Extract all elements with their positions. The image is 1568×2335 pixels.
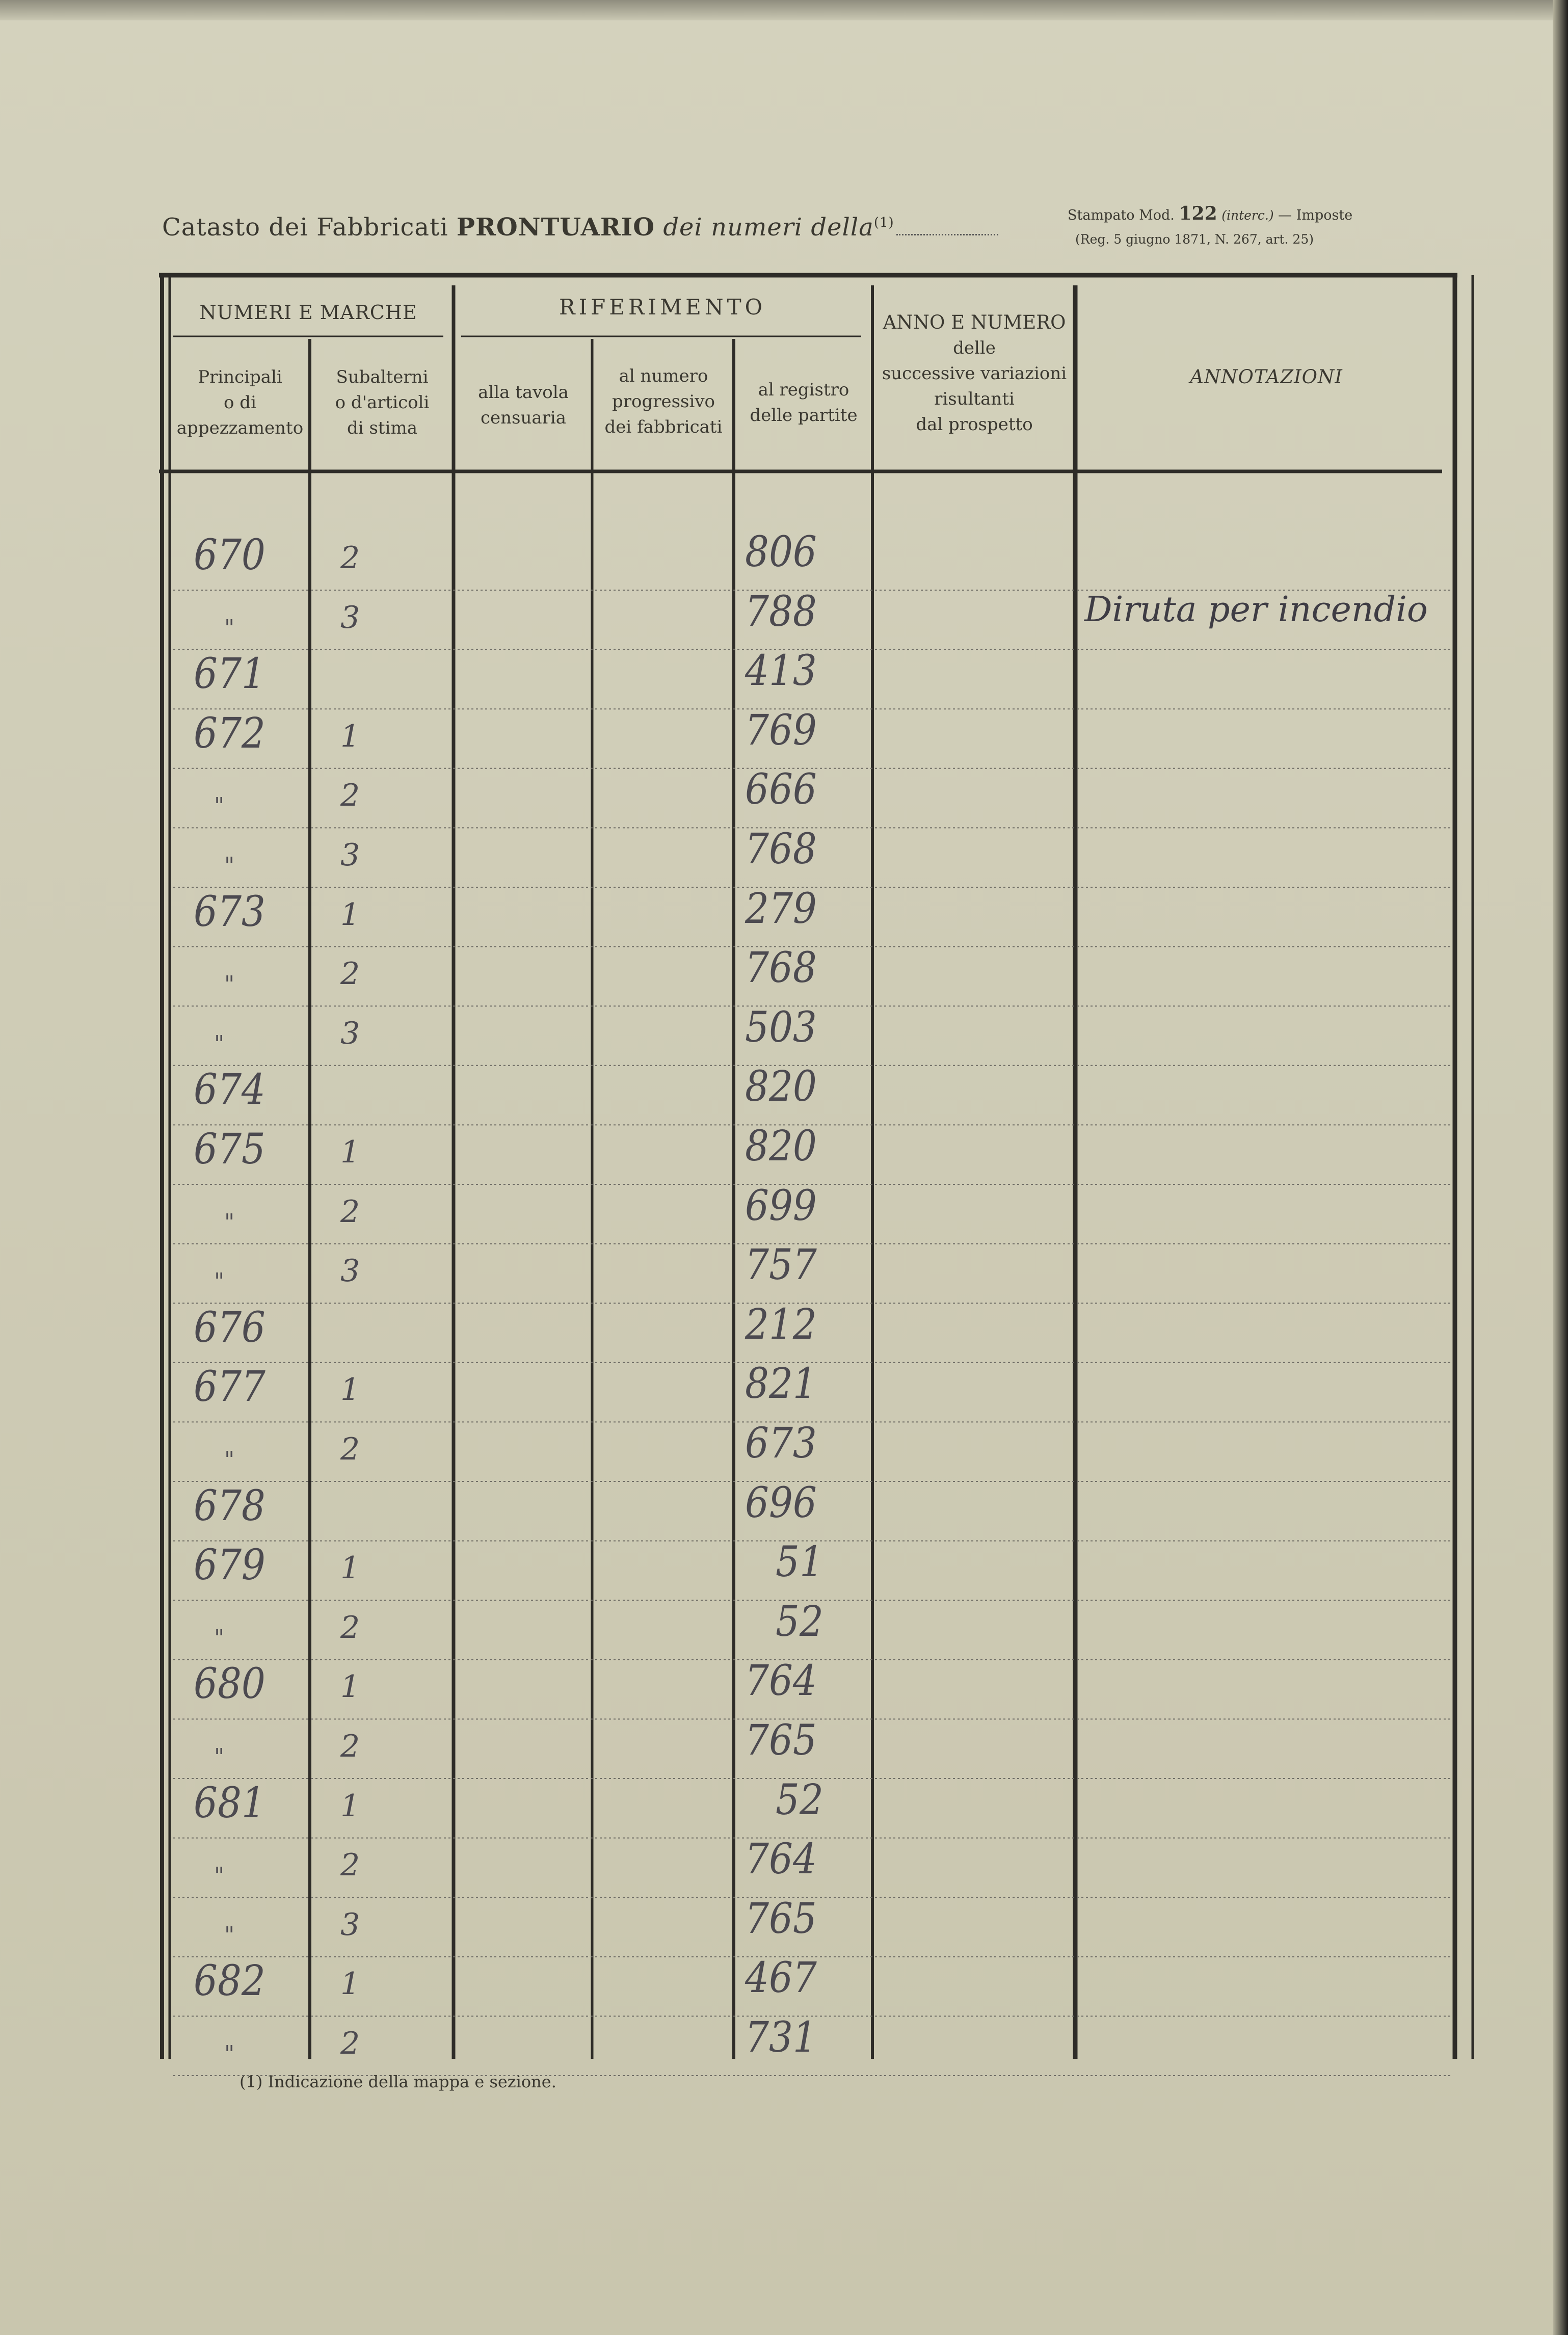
title-note-marker: (1) xyxy=(873,215,894,230)
header-progressivo-line2: progressivo xyxy=(612,391,715,412)
header-progressivo-line3: dei fabbricati xyxy=(604,417,723,437)
cell-registro: 764 xyxy=(745,1835,817,1884)
cell-principale: " xyxy=(214,1030,225,1057)
cell-registro: 768 xyxy=(745,825,817,873)
header-subalterni-line2: o d'articoli xyxy=(335,392,430,413)
header-anno-line5: dal prospetto xyxy=(916,414,1033,435)
cell-registro: 279 xyxy=(745,884,817,933)
cell-subalterno: 2 xyxy=(340,1431,360,1467)
cell-principale: " xyxy=(214,793,225,819)
cell-principale: " xyxy=(224,1922,235,1948)
cell-registro: 821 xyxy=(745,1360,817,1409)
header-subalterni-line3: di stima xyxy=(347,418,417,438)
header-anno-line2: delle xyxy=(953,338,996,358)
cell-registro: 503 xyxy=(745,1003,817,1052)
cell-registro: 673 xyxy=(745,1419,817,1468)
cell-subalterno: 1 xyxy=(340,718,360,754)
cell-principale: " xyxy=(224,1209,235,1235)
title-prefix: Catasto dei Fabbricati xyxy=(162,213,448,242)
print-stamp-line2: (Reg. 5 giugno 1871, N. 267, art. 25) xyxy=(1075,232,1314,247)
header-registro xyxy=(736,377,871,428)
header-tavola-line2: censuaria xyxy=(480,408,567,428)
cell-subalterno: 1 xyxy=(340,1372,360,1408)
cell-principale: " xyxy=(214,1268,225,1295)
cell-subalterno: 2 xyxy=(340,1729,360,1764)
cell-subalterno: 3 xyxy=(340,599,360,635)
header-riferimento: RIFERIMENTO xyxy=(559,295,766,320)
cell-principale: " xyxy=(224,2041,235,2067)
cell-subalterno: 3 xyxy=(340,1015,360,1051)
cell-subalterno: 1 xyxy=(340,1669,360,1705)
cell-principale: 677 xyxy=(194,1363,265,1412)
cell-principale: 680 xyxy=(194,1660,265,1709)
footnote: (1) Indicazione della mappa e sezione. xyxy=(240,2072,556,2091)
cell-registro: 52 xyxy=(776,1775,823,1824)
cell-registro: 51 xyxy=(776,1538,823,1587)
header-subalterni-line1: Subalterni xyxy=(336,367,429,387)
cell-principale: " xyxy=(224,971,235,998)
cell-subalterno: 2 xyxy=(340,778,360,814)
stamp-imposte: — Imposte xyxy=(1278,207,1353,223)
cell-principale: " xyxy=(224,615,235,641)
cell-principale: 678 xyxy=(194,1481,265,1530)
stamp-label: Stampato Mod. xyxy=(1068,207,1175,223)
cell-annotazione: Diruta per incendio xyxy=(1084,589,1428,630)
stamp-interc: (interc.) xyxy=(1221,208,1274,223)
cell-subalterno: 2 xyxy=(340,1193,360,1230)
cell-registro: 765 xyxy=(745,1716,817,1765)
cell-subalterno: 2 xyxy=(340,1847,360,1883)
cell-principale: 671 xyxy=(194,650,265,699)
cell-principale: 673 xyxy=(194,887,265,936)
cell-principale: 670 xyxy=(194,531,265,579)
title-italic: dei numeri della xyxy=(663,213,874,242)
cell-principale: " xyxy=(224,1447,235,1473)
cell-principale: 675 xyxy=(194,1125,265,1174)
cell-registro: 212 xyxy=(745,1300,817,1349)
cell-principale: " xyxy=(214,1625,225,1651)
cell-registro: 806 xyxy=(745,528,817,576)
cell-principale: 679 xyxy=(194,1541,265,1590)
cell-subalterno: 2 xyxy=(340,956,360,992)
header-progressivo xyxy=(594,363,733,440)
cell-registro: 764 xyxy=(745,1657,817,1706)
header-principali-line2: o di xyxy=(224,392,256,413)
cell-subalterno: 3 xyxy=(340,1906,360,1943)
cell-principale: 676 xyxy=(194,1303,265,1352)
cell-subalterno: 3 xyxy=(340,837,360,873)
cell-subalterno: 1 xyxy=(340,1134,360,1170)
title-bold: PRONTUARIO xyxy=(456,213,655,242)
cell-principale: 681 xyxy=(194,1779,265,1827)
header-principali-line3: appezzamento xyxy=(176,418,304,438)
header-progressivo-line1: al numero xyxy=(619,366,708,386)
cell-registro: 413 xyxy=(745,647,817,696)
cell-registro: 768 xyxy=(745,944,817,993)
cell-registro: 820 xyxy=(745,1122,817,1171)
cell-principale: " xyxy=(214,1863,225,1889)
cell-principale: 674 xyxy=(194,1066,265,1115)
cell-registro: 757 xyxy=(745,1241,817,1290)
cell-principale: " xyxy=(214,1744,225,1770)
header-registro-line1: al registro xyxy=(758,380,849,400)
cell-registro: 820 xyxy=(745,1063,817,1111)
header-anno-e-numero xyxy=(872,310,1076,437)
cell-registro: 788 xyxy=(745,587,817,636)
header-tavola-line1: alla tavola xyxy=(478,382,569,403)
cell-registro: 666 xyxy=(745,765,817,814)
stamp-model-number: 122 xyxy=(1179,203,1217,224)
header-anno-line4: risultanti xyxy=(934,389,1015,409)
cell-subalterno: 1 xyxy=(340,896,360,933)
header-anno-line1: ANNO E NUMERO xyxy=(883,311,1066,333)
cell-principale: 682 xyxy=(194,1957,265,2006)
header-numeri-e-marche: NUMERI E MARCHE xyxy=(199,301,417,324)
cell-subalterno: 2 xyxy=(340,2026,360,2061)
header-principali-line1: Principali xyxy=(198,367,282,387)
cell-subalterno: 3 xyxy=(340,1253,360,1289)
cell-registro: 699 xyxy=(745,1181,817,1230)
cell-subalterno: 1 xyxy=(340,1966,360,2002)
header-subalterni xyxy=(312,364,453,441)
cell-subalterno: 1 xyxy=(340,1788,360,1824)
cell-registro: 467 xyxy=(745,1954,817,2003)
header-anno-line3: successive variazioni xyxy=(882,363,1067,384)
header-registro-line2: delle partite xyxy=(750,405,858,426)
cell-registro: 731 xyxy=(745,2013,817,2062)
cell-principale: 672 xyxy=(194,709,265,758)
cell-registro: 52 xyxy=(776,1597,823,1646)
header-annotazioni: ANNOTAZIONI xyxy=(1190,366,1343,388)
cell-subalterno: 2 xyxy=(340,1609,360,1646)
cell-registro: 696 xyxy=(745,1478,817,1527)
cell-registro: 769 xyxy=(745,706,817,755)
cell-principale: " xyxy=(224,853,235,879)
cell-subalterno: 1 xyxy=(340,1550,360,1586)
cell-registro: 765 xyxy=(745,1894,817,1943)
header-principali xyxy=(171,364,309,441)
cell-subalterno: 2 xyxy=(340,540,360,576)
header-tavola xyxy=(456,380,591,431)
